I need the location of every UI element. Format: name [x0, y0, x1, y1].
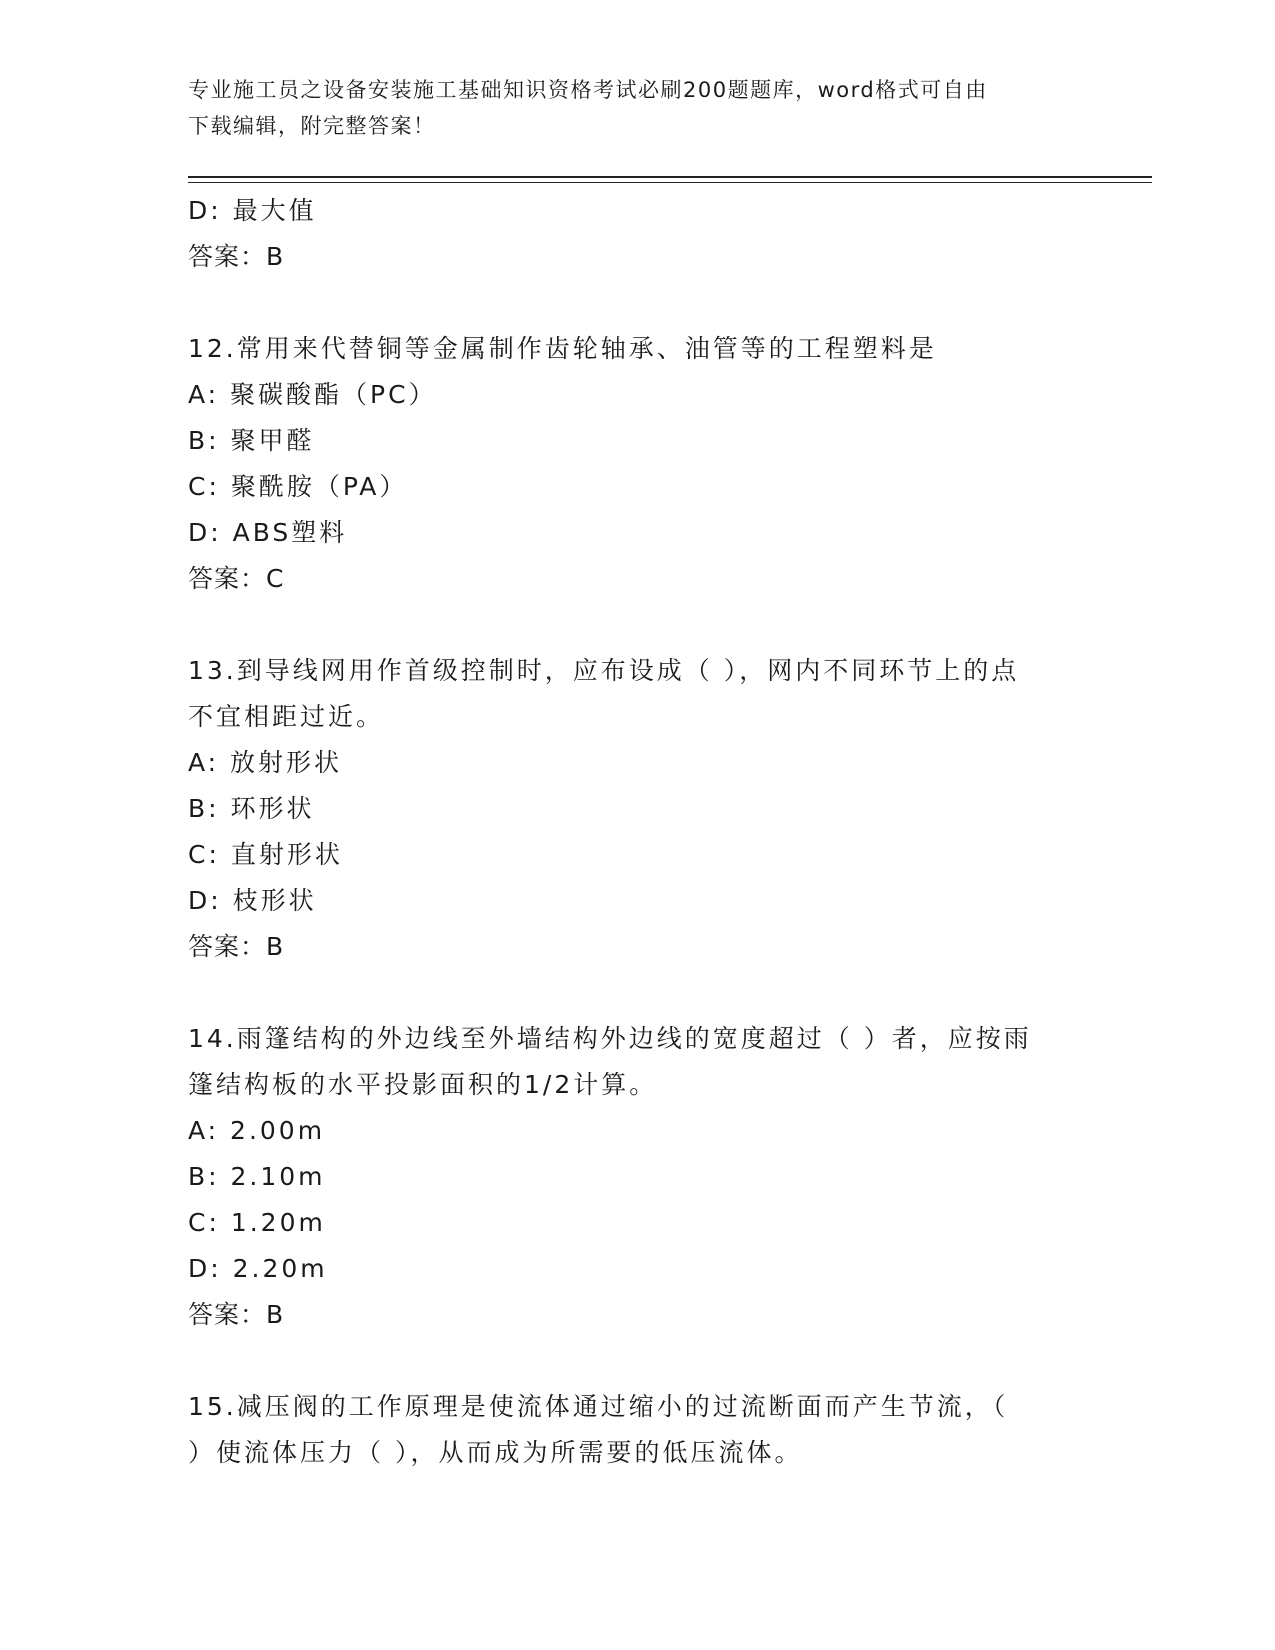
question-stem-line-1: 13.到导线网用作首级控制时，应布设成（ ），网内不同环节上的点 [188, 656, 1020, 685]
spacer [188, 280, 1068, 326]
option-b: B: 2.10m [188, 1162, 326, 1191]
question-11-tail [188, 188, 1068, 280]
question-15 [188, 1384, 1068, 1476]
option-a: A: 放射形状 [188, 748, 343, 777]
spacer [188, 602, 1068, 648]
answer-line: 答案：B [188, 242, 285, 271]
header-title-line-2: 下载编辑，附完整答案！ [188, 114, 436, 138]
option-c: C: 聚酰胺（PA） [188, 472, 408, 501]
option-d: D: ABS塑料 [188, 518, 348, 547]
question-14 [188, 1016, 1068, 1338]
question-stem-line-2: ）使流体压力（ ），从而成为所需要的低压流体。 [188, 1438, 803, 1467]
question-stem-line-1: 15.减压阀的工作原理是使流体通过缩小的过流断面而产生节流，（ [188, 1392, 1009, 1421]
answer-line: 答案：C [188, 564, 285, 593]
option-d: D: 2.20m [188, 1254, 328, 1283]
question-stem: 12.常用来代替铜等金属制作齿轮轴承、油管等的工程塑料是 [188, 334, 937, 363]
question-stem-line-2: 篷结构板的水平投影面积的1/2计算。 [188, 1070, 658, 1099]
option-d: D: 最大值 [188, 196, 317, 225]
document-header [188, 72, 1068, 144]
spacer [188, 970, 1068, 1016]
question-list [188, 188, 1068, 1476]
option-c: C: 直射形状 [188, 840, 343, 869]
option-a: A: 2.00m [188, 1116, 326, 1145]
question-13 [188, 648, 1068, 970]
question-stem-line-2: 不宜相距过近。 [188, 702, 385, 731]
option-a: A: 聚碳酸酯（PC） [188, 380, 437, 409]
option-d: D: 枝形状 [188, 886, 317, 915]
answer-line: 答案：B [188, 1300, 285, 1329]
header-rule-thin [188, 182, 1152, 183]
answer-line: 答案：B [188, 932, 285, 961]
spacer [188, 1338, 1068, 1384]
option-b: B: 环形状 [188, 794, 315, 823]
question-stem-line-1: 14.雨篷结构的外边线至外墙结构外边线的宽度超过（ ）者，应按雨 [188, 1024, 1032, 1053]
header-title-line-1: 专业施工员之设备安装施工基础知识资格考试必刷200题题库，word格式可自由 [188, 78, 988, 102]
option-c: C: 1.20m [188, 1208, 326, 1237]
header-rule-thick [188, 176, 1152, 178]
question-12 [188, 326, 1068, 602]
option-b: B: 聚甲醛 [188, 426, 315, 455]
